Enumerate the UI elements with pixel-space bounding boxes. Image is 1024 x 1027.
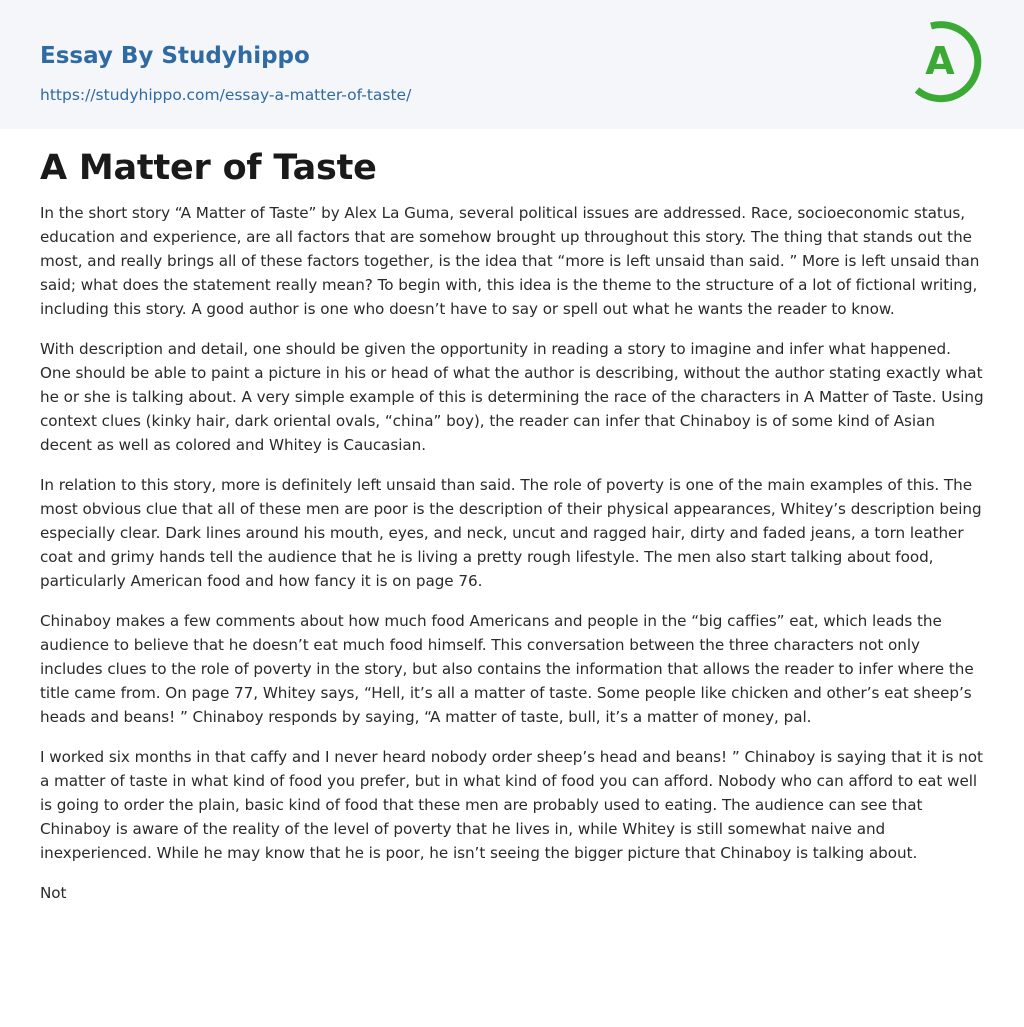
article-paragraph: In relation to this story, more is definitely left unsaid than said. The role of poverty is one of the main examples of this. The most obvious clue that all of these men are poor is the description of their physical appearances, Whitey’s description being especially clear. Dark lines around his mouth, eyes, and neck, uncut and ragged hair, dirty and faded jeans, a torn leather coat and grimy hands tell the audience that he is living a pretty rough lifestyle. The men also start talking about food, particularly American food and how fancy it is on page 76.: [40, 476, 982, 590]
site-brand-title[interactable]: Essay By Studyhippo: [40, 43, 310, 69]
article-title: A Matter of Taste: [40, 148, 377, 188]
essay-url-link[interactable]: https://studyhippo.com/essay-a-matter-of-taste/: [40, 86, 412, 104]
studyhippo-logo-icon[interactable]: [909, 18, 989, 106]
article-paragraph: Chinaboy makes a few comments about how much food Americans and people in the “big caffies” eat, which leads the audience to believe that he doesn’t eat much food himself. This conversation between the three characters not only includes clues to the role of poverty in the story, but also contains the information that allows the reader to infer where the title came from. On page 77, Whitey says, “Hell, it’s all a matter of taste. Some people like chicken and other’s eat sheep’s heads and beans! ” Chinaboy responds by saying, “A matter of taste, bull, it’s a matter of money, pal.: [40, 612, 974, 726]
page-header: [0, 0, 1024, 129]
article-paragraph: Not: [40, 884, 67, 902]
article-paragraph: I worked six months in that caffy and I never heard nobody order sheep’s head and beans! ” Chinaboy is saying that it is not a matter of taste in what kind of food you prefer, but in what kind of food you can afford. Nobody who can afford to eat well is going to order the plain, basic kind of food that these men are probably used to eating. The audience can see that Chinaboy is aware of the reality of the level of poverty that he lives in, while Whitey is still somewhat naive and inexperienced. While he may know that he is poor, he isn’t seeing the bigger picture that Chinaboy is talking about.: [40, 748, 983, 862]
article-paragraph: In the short story “A Matter of Taste” by Alex La Guma, several political issues are addressed. Race, socioeconomic status, education and experience, are all factors that are somehow brought up throughout this story. The thing that stands out the most, and really brings all of these factors together, is the idea that “more is left unsaid than said. ” More is left unsaid than said; what does the statement really mean? To begin with, this idea is the theme to the structure of a lot of fictional writing, including this story. A good author is one who doesn’t have to say or spell out what he wants the reader to know.: [40, 204, 980, 318]
article-body: [40, 145, 985, 921]
article-paragraph: With description and detail, one should be given the opportunity in reading a story to imagine and infer what happened. One should be able to paint a picture in his or head of what the author is describing, without the author stating exactly what he or she is talking about. A very simple example of this is determining the race of the characters in A Matter of Taste. Using context clues (kinky hair, dark oriental ovals, “china” boy), the reader can infer that Chinaboy is of some kind of Asian decent as well as colored and Whitey is Caucasian.: [40, 340, 984, 454]
logo-letter: A: [925, 39, 955, 83]
